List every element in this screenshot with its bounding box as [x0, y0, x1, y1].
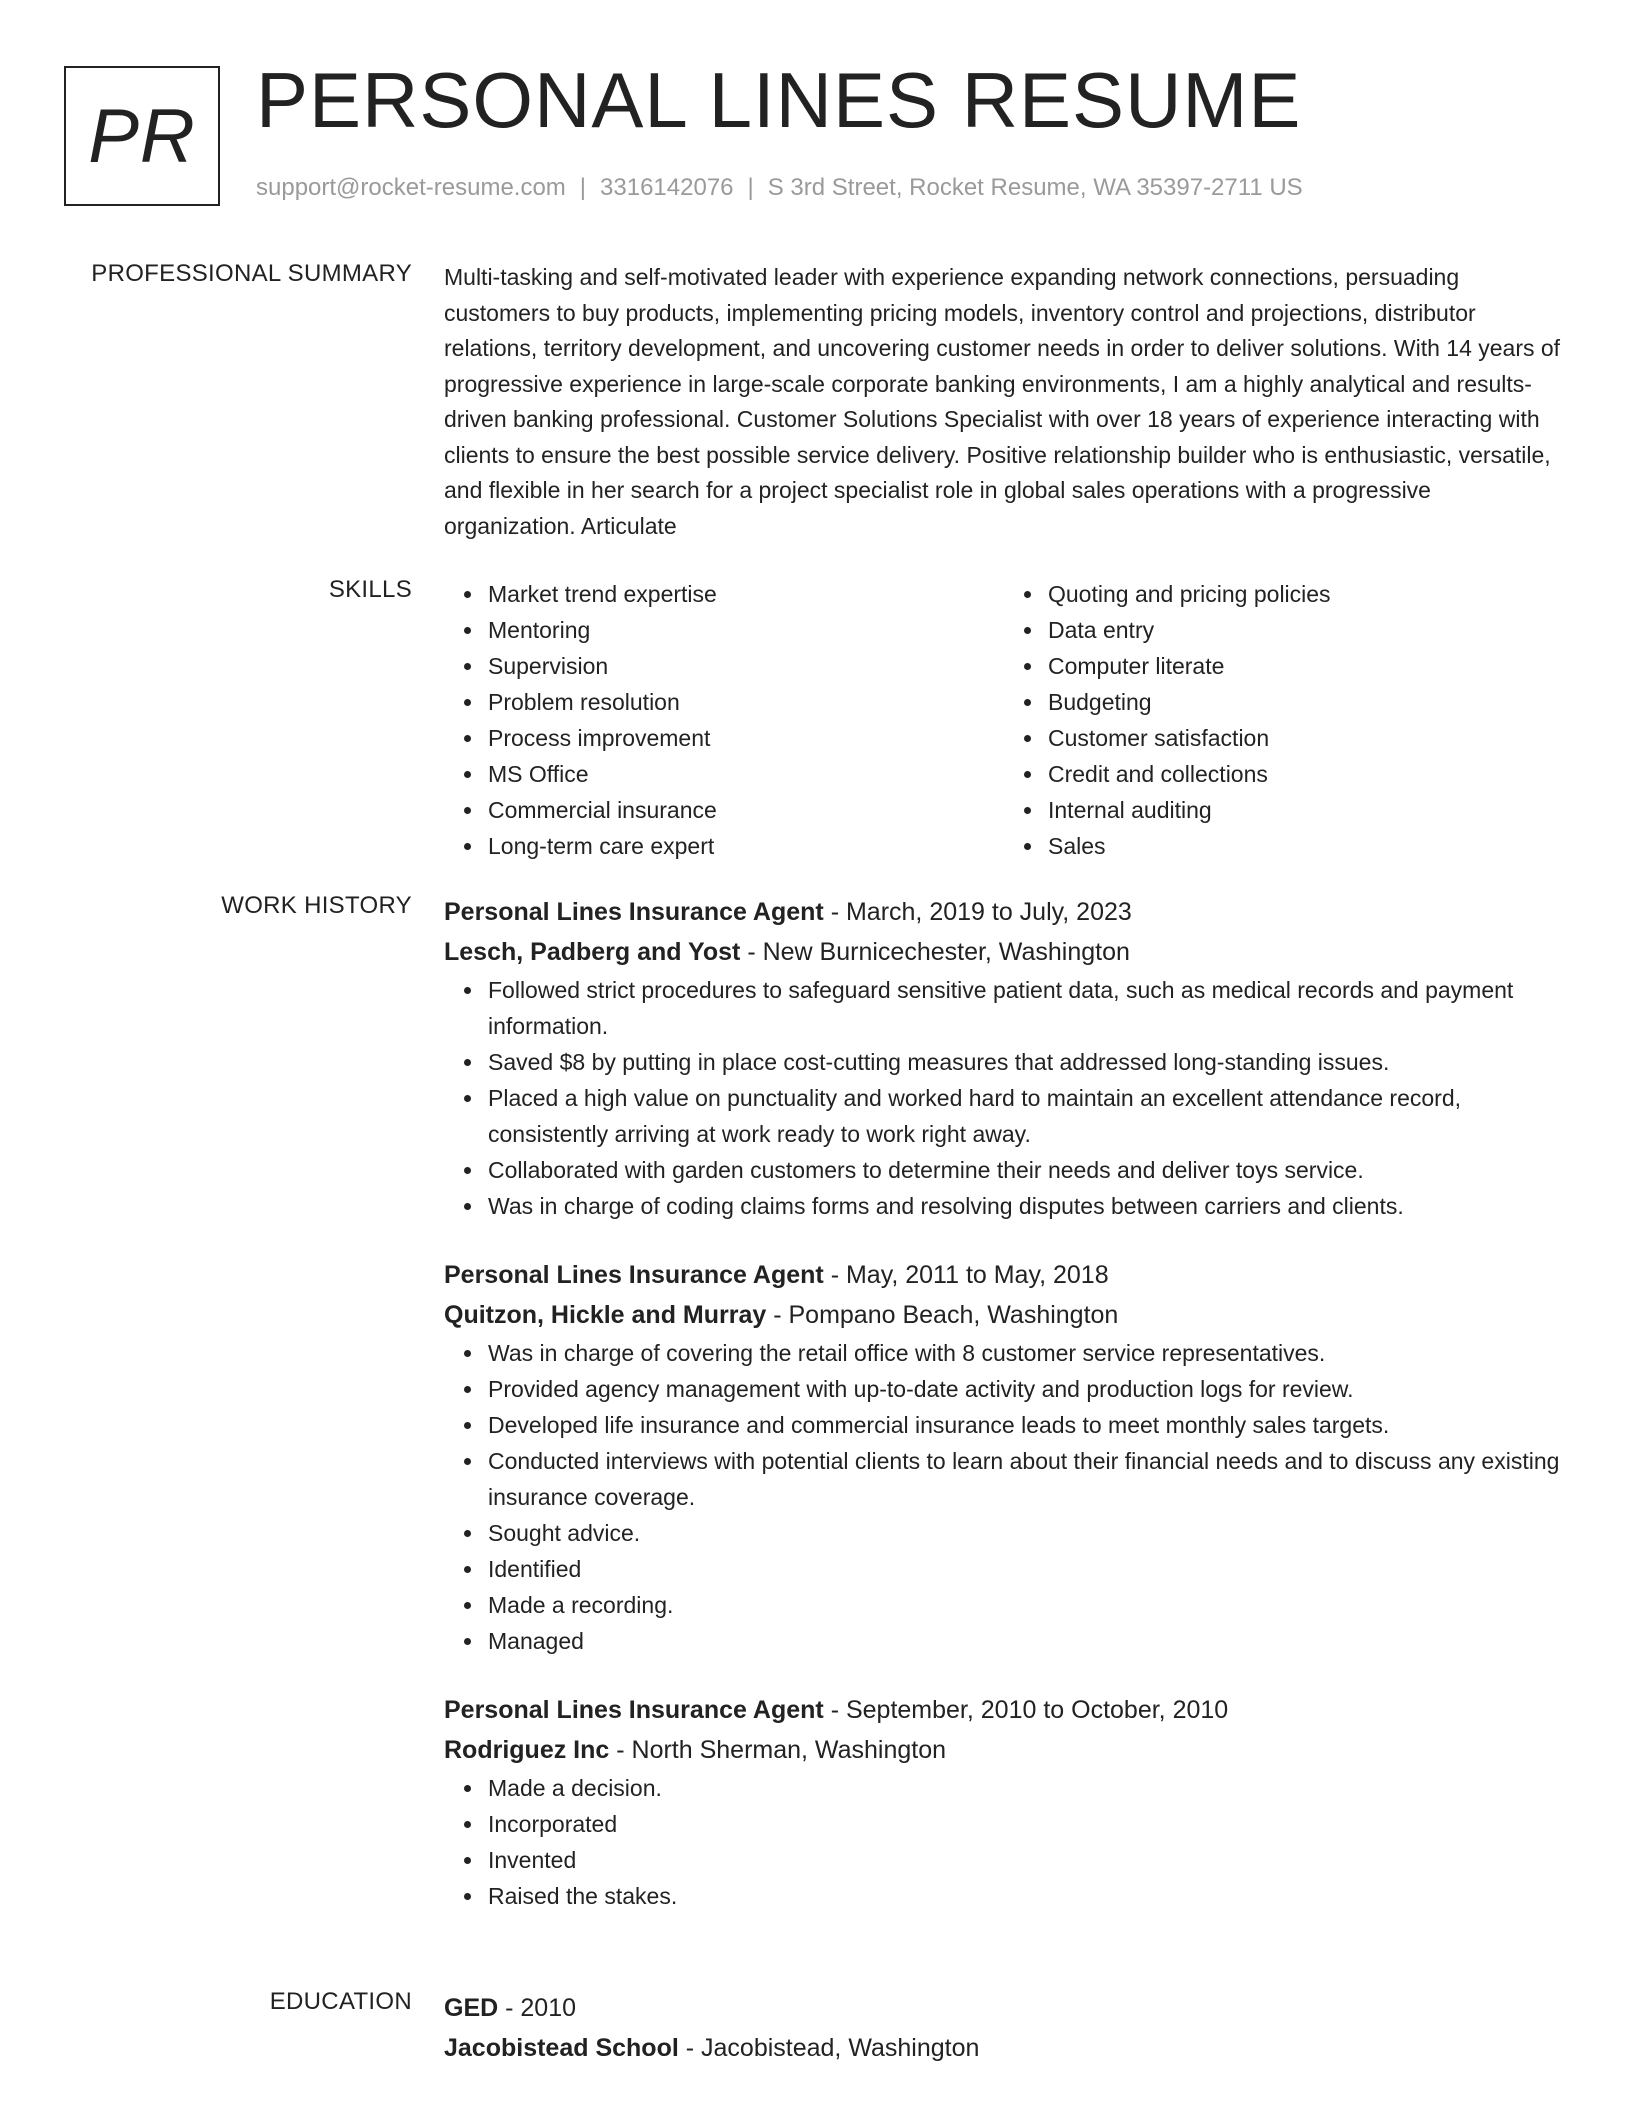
contact-address: S 3rd Street, Rocket Resume, WA 35397-2711 US — [767, 174, 1303, 201]
skill-item: Quoting and pricing policies — [1048, 576, 1564, 612]
job-duty: Invented — [488, 1842, 1564, 1878]
summary-heading: PROFESSIONAL SUMMARY — [91, 260, 412, 287]
job-duty: Developed life insurance and commercial insurance leads to meet monthly sales targets. — [488, 1407, 1564, 1443]
job-title: Personal Lines Insurance Agent — [444, 1696, 824, 1724]
skill-item: Long-term care expert — [488, 828, 1004, 864]
education-degree: GED — [444, 1994, 499, 2022]
skill-item: Problem resolution — [488, 684, 1004, 720]
education-location: - Jacobistead, Washington — [678, 2034, 980, 2062]
job-company-line — [444, 1295, 1564, 1335]
contact-phone[interactable]: 3316142076 — [600, 174, 734, 201]
job-duty: Managed — [488, 1623, 1564, 1659]
skills-list-right — [1004, 576, 1564, 864]
job-title-line — [444, 1690, 1564, 1730]
contact-email[interactable]: support@rocket-resume.com — [256, 174, 566, 201]
skill-item: Supervision — [488, 648, 1004, 684]
education-degree-line — [444, 1988, 1564, 2028]
skill-item: Data entry — [1048, 612, 1564, 648]
skills-heading: SKILLS — [328, 576, 412, 603]
skill-item: Market trend expertise — [488, 576, 1004, 612]
job-title: Personal Lines Insurance Agent — [444, 1261, 824, 1289]
job-company: Lesch, Padberg and Yost — [444, 938, 741, 966]
skill-item: Customer satisfaction — [1048, 720, 1564, 756]
summary-text: Multi-tasking and self-motivated leader with experience expanding network connections, persuading customers to buy products, implementing pricing models, inventory control and projections, distributor relations, territory development, and uncovering customer needs in order to deliver solutions. With 14 years of progressive experience in large-scale corporate banking environments, I am a highly analytical and results-driven banking professional. Customer Solutions Specialist with over 18 years of experience interacting with clients to ensure the best possible service delivery. Positive relationship builder who is enthusiastic, versatile, and flexible in her search for a project specialist role in global sales operations with a progressive organization. Articulate — [444, 264, 1561, 539]
skill-item: Computer literate — [1048, 648, 1564, 684]
work-history-body — [444, 892, 1564, 1914]
job-entry — [444, 1690, 1564, 1914]
job-company: Quitzon, Hickle and Murray — [444, 1301, 767, 1329]
job-duty: Raised the stakes. — [488, 1878, 1564, 1914]
education-heading: EDUCATION — [269, 1988, 412, 2015]
skills-list-left — [444, 576, 1004, 864]
skill-item: Mentoring — [488, 612, 1004, 648]
contact-separator: | — [747, 174, 754, 201]
job-title: Personal Lines Insurance Agent — [444, 898, 824, 926]
skills-body — [444, 576, 1564, 864]
job-company-line — [444, 1730, 1564, 1770]
job-duties-list — [444, 1335, 1564, 1659]
job-duty: Identified — [488, 1551, 1564, 1587]
skill-item: MS Office — [488, 756, 1004, 792]
skill-item: Internal auditing — [1048, 792, 1564, 828]
job-company: Rodriguez Inc — [444, 1736, 610, 1764]
job-duty: Was in charge of coding claims forms and resolving disputes between carriers and clients. — [488, 1188, 1564, 1224]
job-title-line — [444, 1255, 1564, 1295]
job-duty: Made a decision. — [488, 1770, 1564, 1806]
job-duties-list — [444, 972, 1564, 1224]
job-title-line — [444, 892, 1564, 932]
job-duty: Was in charge of covering the retail office with 8 customer service representatives. — [488, 1335, 1564, 1371]
contact-separator: | — [579, 174, 587, 201]
job-duty: Incorporated — [488, 1806, 1564, 1842]
job-duty: Followed strict procedures to safeguard sensitive patient data, such as medical records and payment information. — [488, 972, 1564, 1044]
job-duty: Placed a high value on punctuality and worked hard to maintain an excellent attendance record, consistently arriving at work ready to work right away. — [488, 1080, 1564, 1152]
job-entry — [444, 892, 1564, 1224]
monogram-badge: PR — [64, 66, 220, 206]
resume-title: PERSONAL LINES RESUME — [256, 56, 1302, 144]
education-school-line — [444, 2028, 1564, 2068]
education-year: - 2010 — [498, 1994, 577, 2022]
job-location: - Pompano Beach, Washington — [766, 1301, 1119, 1329]
skill-item: Credit and collections — [1048, 756, 1564, 792]
job-duty: Conducted interviews with potential clients to learn about their financial needs and to discuss any existing insurance coverage. — [488, 1443, 1564, 1515]
job-location: - North Sherman, Washington — [609, 1736, 947, 1764]
work-history-heading: WORK HISTORY — [221, 892, 412, 919]
job-dates: - September, 2010 to October, 2010 — [823, 1696, 1229, 1724]
contact-line — [256, 174, 1303, 202]
job-duty: Made a recording. — [488, 1587, 1564, 1623]
skill-item: Sales — [1048, 828, 1564, 864]
job-company-line — [444, 932, 1564, 972]
education-body — [444, 1988, 1564, 2068]
job-duty: Provided agency management with up-to-date activity and production logs for review. — [488, 1371, 1564, 1407]
job-entry — [444, 1255, 1564, 1659]
job-location: - New Burnicechester, Washington — [740, 938, 1130, 966]
job-dates: - March, 2019 to July, 2023 — [823, 898, 1132, 926]
job-dates: - May, 2011 to May, 2018 — [823, 1261, 1109, 1289]
job-duty: Collaborated with garden customers to determine their needs and deliver toys service. — [488, 1152, 1564, 1188]
summary-body — [444, 260, 1564, 544]
job-duty: Saved $8 by putting in place cost-cutting measures that addressed long-standing issues. — [488, 1044, 1564, 1080]
skill-item: Commercial insurance — [488, 792, 1004, 828]
skill-item: Process improvement — [488, 720, 1004, 756]
job-duty: Sought advice. — [488, 1515, 1564, 1551]
job-duties-list — [444, 1770, 1564, 1914]
education-school: Jacobistead School — [444, 2034, 679, 2062]
skill-item: Budgeting — [1048, 684, 1564, 720]
